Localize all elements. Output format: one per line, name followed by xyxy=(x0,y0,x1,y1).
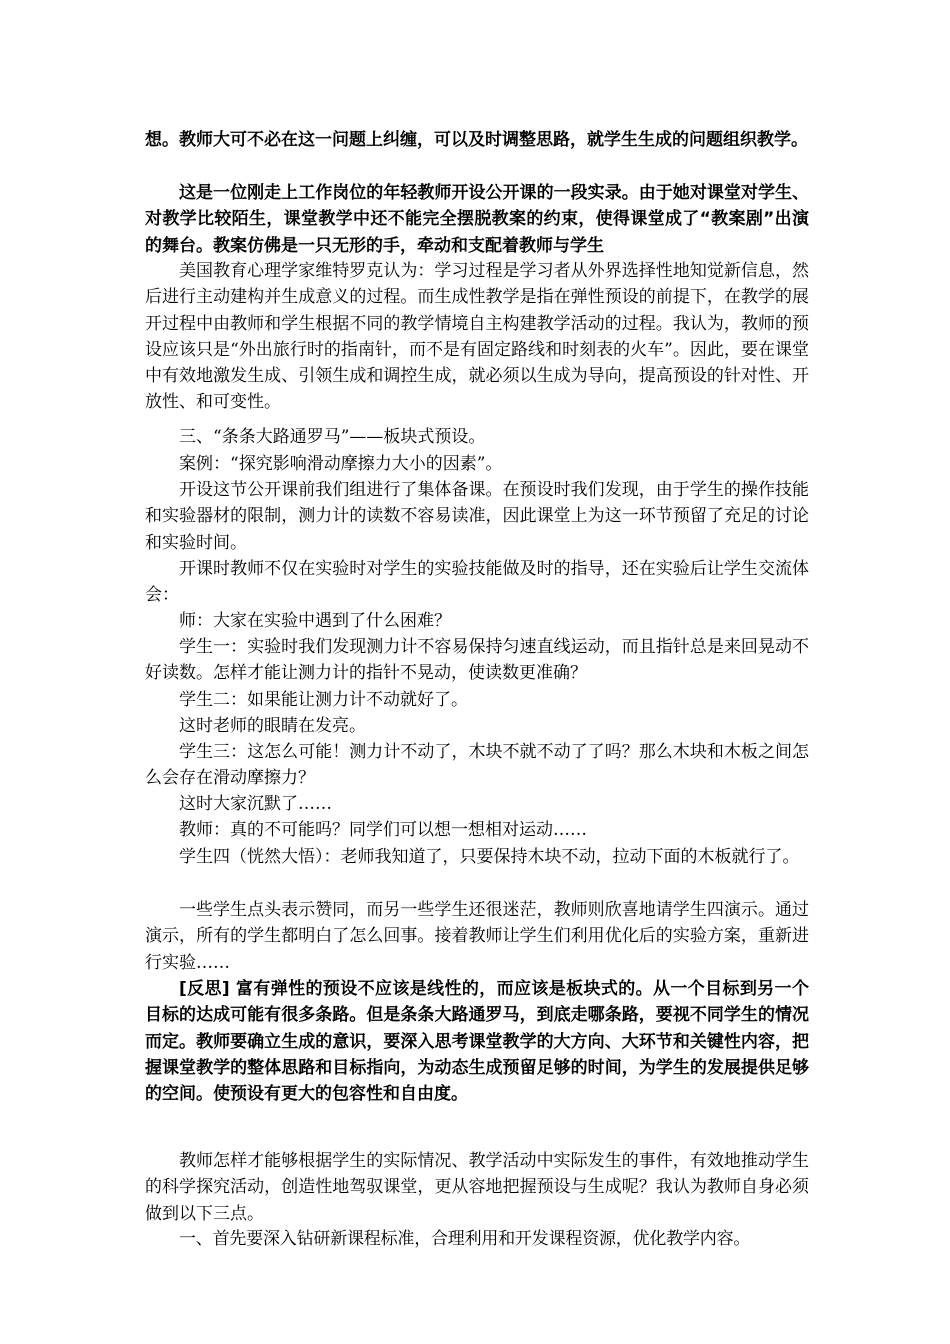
paragraph-question: 教师怎样才能够根据学生的实际情况、教学活动中实际发生的事件，有效地推动学生的科学探究活动，创造性地驾驭课堂，更从容地把握预设与生成呢？我认为教师自身必须做到以下三点。 xyxy=(145,1151,809,1224)
dialogue-student-4: 学生四（恍然大悟）：老师我知道了，只要保持木块不动，拉动下面的木板就行了。 xyxy=(179,847,800,867)
paragraph-class-start: 开课时教师不仅在实验时对学生的实验技能做及时的指导，还在实验后让学生交流体会： xyxy=(145,559,809,606)
paragraph-preparation: 开设这节公开课前我们组进行了集体备课。在预设时我们发现，由于学生的操作技能和实验器材的限制，测力计的读数不容易读准，因此课堂上为这一环节预留了充足的讨论和实验时间。 xyxy=(145,480,809,553)
paragraph-continuation: 想。教师大可不必在这一问题上纠缠，可以及时调整思路，就学生生成的问题组织教学。 xyxy=(145,130,808,150)
paragraph-reflection: [反思] 富有弹性的预设不应该是线性的，而应该是板块式的。从一个目标到另一个目标的达成可能有很多条路。但是条条大路通罗马，到底走哪条路，要视不同学生的情况而定。教师要确立生成的意识，要深入思考课堂教学的大方向、大环节和关键性内容，把握课堂教学的整体思路和目标指向，为动态生成预留足够的时间，为学生的发展提供足够的空间。使预设有更大的包容性和自由度。 xyxy=(145,979,809,1105)
dialogue-student-2: 学生二：如果能让测力计不动就好了。 xyxy=(179,690,468,710)
dialogue-teacher-2: 教师：真的不可能吗？同学们可以想一想相对运动…… xyxy=(179,820,587,840)
dialogue-teacher-1: 师：大家在实验中遇到了什么困难？ xyxy=(179,611,451,631)
point-one: 一、首先要深入钻研新课程标准，合理利用和开发课程资源，优化教学内容。 xyxy=(179,1229,751,1249)
dialogue-student-3: 学生三：这怎么可能！测力计不动了，木块不就不动了了吗？那么木块和木板之间怎么会存在滑动摩擦力？ xyxy=(145,742,809,789)
dialogue-student-1: 学生一：实验时我们发现测力计不容易保持匀速直线运动，而且指针总是来回晃动不好读数。怎样才能让测力计的指针不晃动，使读数更准确？ xyxy=(145,637,809,684)
section-heading-three: 三、“条条大路通罗马”——板块式预设。 xyxy=(179,427,486,447)
paragraph-commentary: 这是一位刚走上工作岗位的年轻教师开设公开课的一段实录。由于她对课堂对学生、对教学比较陌生，课堂教学中还不能完全摆脱教案的约束，使得课堂成了“教案剧”出演的舞台。教案仿佛是一只无形的手，牵动和支配着教师与学生 xyxy=(145,183,809,256)
paragraph-theory: 美国教育心理学家维特罗克认为：学习过程是学习者从外界选择性地知觉新信息，然后进行主动建构并生成意义的过程。而生成性教学是指在弹性预设的前提下，在教学的展开过程中由教师和学生根据不同的教学情境自主构建教学活动的过程。我认为，教师的预设应该只是“外出旅行时的指南针，而不是有固定路线和时刻表的火车”。因此，要在课堂中有效地激发生成、引领生成和调控生成，就必须以生成为导向，提高预设的针对性、开放性、和可变性。 xyxy=(145,261,809,413)
paragraph-demonstration: 一些学生点头表示赞同，而另一些学生还很迷茫，教师则欣喜地请学生四演示。通过演示，所有的学生都明白了怎么回事。接着教师让学生们利用优化后的实验方案，重新进行实验…… xyxy=(145,900,809,973)
narration-silence: 这时大家沉默了…… xyxy=(179,794,332,814)
narration-teacher-eyes: 这时老师的眼睛在发亮。 xyxy=(179,716,366,736)
case-title: 案例：“探究影响滑动摩擦力大小的因素”。 xyxy=(179,454,503,474)
